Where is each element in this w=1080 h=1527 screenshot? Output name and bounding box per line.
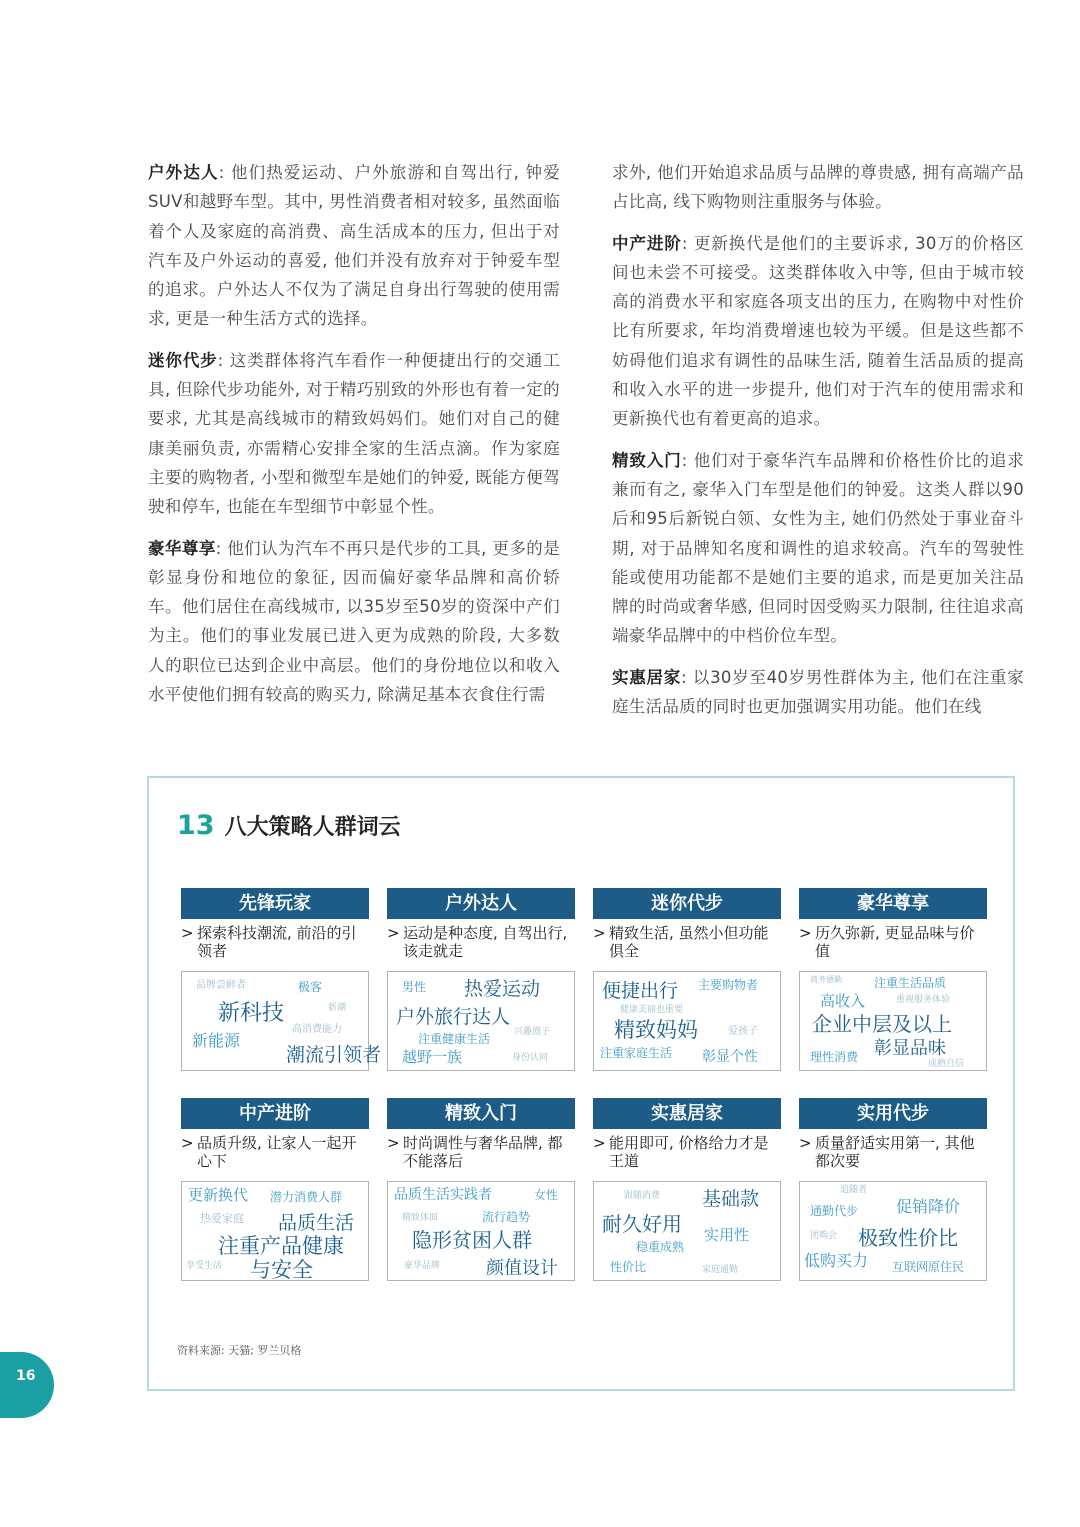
- cloud-word: 促销降价: [896, 1197, 961, 1216]
- persona-card-description: > 运动是种态度, 自驾出行, 该走就走: [387, 924, 575, 966]
- persona-card-title: 户外达人: [387, 888, 575, 919]
- cloud-word: 热爱家庭: [200, 1212, 244, 1225]
- source-note: 资料来源: 天猫; 罗兰贝格: [177, 1344, 302, 1357]
- cloud-word: 享受生活: [186, 1261, 223, 1271]
- cloud-word: 品质生活实践者: [394, 1187, 492, 1203]
- persona-card-description: > 能用即可, 价格给力才是王道: [593, 1134, 781, 1176]
- paragraph: [612, 446, 1024, 651]
- persona-card-title: 先锋玩家: [181, 888, 369, 919]
- paragraph: [148, 158, 560, 334]
- cloud-word: 男性: [402, 980, 427, 994]
- cloud-word: 家庭通勤: [702, 1265, 739, 1275]
- cloud-word: 便捷出行: [602, 980, 679, 1002]
- paragraph: [148, 346, 560, 522]
- cloud-word: 实用性: [704, 1226, 750, 1244]
- paragraph: [612, 229, 1024, 434]
- cloud-word: 注重产品健康: [218, 1234, 344, 1258]
- paragraph-body: : 他们对于豪华汽车品牌和价格性价比的追求兼而有之, 豪华入门车型是他们的钟爱。这类人群以90后和95后新锐白领、女性为主, 她们仍然处于事业奋斗期, 对于品牌知名度和调性的追求较高。汽车的驾驶性能或使用功能都不是她们主要的追求, 而是更加关注品牌的时尚或奢华感, 但同时因受购买力限制, 往往追求高端豪华品牌中的中档价位车型。: [612, 450, 1024, 646]
- word-cloud-figure: [147, 776, 1015, 1391]
- figure-number: 13: [177, 810, 215, 841]
- persona-card-title: 实用代步: [799, 1098, 987, 1129]
- cloud-word: 跟随消费: [624, 1191, 661, 1201]
- cloud-word: 耐久好用: [602, 1212, 682, 1236]
- cloud-word: 兴趣圈子: [514, 1027, 551, 1037]
- cloud-word: 注重生活品质: [874, 976, 947, 990]
- persona-card-title: 迷你代步: [593, 888, 781, 919]
- cloud-word: 新潮: [328, 1003, 347, 1013]
- cloud-word: 户外旅行达人: [396, 1006, 511, 1028]
- paragraph-heading: 豪华尊享: [148, 538, 216, 558]
- cloud-word: 更新换代: [188, 1186, 249, 1204]
- cloud-word: 极客: [298, 980, 323, 994]
- page-number: 16: [16, 1368, 36, 1384]
- cloud-word: 彰显个性: [702, 1049, 758, 1065]
- cloud-word: 潮流引领者: [286, 1044, 382, 1066]
- paragraph-heading: 迷你代步: [148, 350, 218, 370]
- cloud-word: 高收入: [820, 992, 866, 1010]
- cloud-word: 通勤代步: [810, 1204, 859, 1218]
- cloud-word: 爱孩子: [728, 1026, 758, 1037]
- persona-card-description: > 精致生活, 虽然小但功能俱全: [593, 924, 781, 966]
- persona-card: [387, 888, 575, 1071]
- persona-card: [799, 888, 987, 1071]
- cloud-word: 女性: [534, 1188, 559, 1202]
- paragraph-body: : 更新换代是他们的主要诉求, 30万的价格区间也未尝不可接受。这类群体收入中等, 但由于城市较高的消费水平和家庭各项支出的压力, 在购物中对性价比有所要求, 年均消费增速也较为平缓。但是这些都不妨碍他们追求有调性的品味生活, 随着生活品质的提高和收入水平的进一步提升, 他们对于汽车的使用需求和更新换代也有着更高的追求。: [612, 233, 1024, 429]
- persona-card: [593, 1098, 781, 1281]
- cloud-word: 极致性价比: [858, 1226, 958, 1250]
- cloud-word: 重视服务体验: [896, 995, 951, 1005]
- cloud-word: 高消费能力: [292, 1024, 342, 1035]
- paragraph: [612, 158, 1024, 217]
- word-cloud: [593, 1181, 781, 1281]
- paragraph-body: : 他们认为汽车不再只是代步的工具, 更多的是彰显身份和地位的象征, 因而偏好豪华品牌和高价轿车。他们居住在高线城市, 以35岁至50岁的资深中产们为主。他们的事业发展已进入更为成熟的阶段, 大多数人的职位已达到企业中高层。他们的身份地位以和收入水平使他们拥有较高的购买力, 除满足基本衣食住行需: [148, 538, 560, 705]
- cloud-word: 隐形贫困人群: [412, 1228, 532, 1252]
- paragraph-heading: 户外达人: [148, 163, 219, 182]
- right-text-column: [612, 158, 1024, 733]
- cloud-word: 与安全: [250, 1258, 313, 1282]
- cloud-word: 新科技: [218, 1001, 285, 1026]
- cloud-word: 品质生活: [278, 1212, 355, 1234]
- cloud-word: 基础款: [702, 1188, 760, 1210]
- persona-card-title: 豪华尊享: [799, 888, 987, 919]
- cloud-word: 彰显品味: [874, 1038, 946, 1059]
- cloud-word: 团购会: [810, 1231, 838, 1241]
- paragraph-body: : 他们热爱运动、户外旅游和自驾出行, 钟爱SUV和越野车型。其中, 男性消费者相对较多, 虽然面临着个人及家庭的高消费、高生活成本的压力, 但出于对汽车及户外运动的喜爱, 他们并没有放弃对于钟爱车型的追求。户外达人不仅为了满足自身出行驾驶的使用需求, 更是一种生活方式的选择。: [148, 163, 560, 329]
- cloud-word: 商务通勤: [810, 975, 842, 984]
- cloud-word: 身份认同: [512, 1053, 549, 1063]
- word-cloud: [387, 1181, 575, 1281]
- cloud-word: 豪华品牌: [404, 1261, 441, 1271]
- persona-card: [181, 1098, 369, 1281]
- persona-card-description: > 质量舒适实用第一, 其他都次要: [799, 1134, 987, 1176]
- paragraph-heading: 中产进阶: [612, 233, 682, 253]
- cloud-word: 低购买力: [804, 1251, 869, 1270]
- persona-card: [387, 1098, 575, 1281]
- word-cloud: [387, 971, 575, 1071]
- word-cloud: [181, 971, 382, 1071]
- paragraph: [148, 534, 560, 710]
- paragraph: [612, 663, 1024, 722]
- persona-card-title: 中产进阶: [181, 1098, 369, 1129]
- cloud-word: 企业中层及以上: [812, 1012, 952, 1036]
- paragraph-heading: 精致入门: [612, 450, 682, 470]
- persona-card-description: > 历久弥新, 更显品味与价值: [799, 924, 987, 966]
- cloud-word: 主要购物者: [698, 978, 759, 992]
- cloud-word: 互联网原住民: [892, 1260, 965, 1274]
- cloud-word: 热爱运动: [464, 978, 541, 1000]
- cloud-word: 理性消费: [810, 1050, 859, 1064]
- figure-title-text: 八大策略人群词云: [224, 815, 401, 840]
- cloud-word: 健康美丽也重要: [620, 1005, 684, 1015]
- cloud-word: 新能源: [192, 1031, 241, 1050]
- persona-card-description: > 品质升级, 让家人一起开心下: [181, 1134, 369, 1176]
- persona-card-title: 实惠居家: [593, 1098, 781, 1129]
- cloud-word: 注重健康生活: [418, 1032, 491, 1046]
- page-number-tab: [0, 1352, 54, 1418]
- cloud-word: 稳重成熟: [636, 1240, 685, 1254]
- cloud-word: 颜值设计: [486, 1258, 558, 1279]
- word-cloud: [799, 1181, 987, 1281]
- persona-card: [799, 1098, 987, 1281]
- word-cloud: [181, 1181, 369, 1281]
- persona-card: [181, 888, 382, 1071]
- persona-card-description: > 时尚调性与奢华品牌, 都不能落后: [387, 1134, 575, 1176]
- cloud-word: 成熟自信: [928, 1059, 965, 1069]
- cloud-word: 潜力消费人群: [270, 1190, 343, 1204]
- word-cloud: [799, 971, 987, 1071]
- paragraph-body: : 以30岁至40岁男性群体为主, 他们在注重家庭生活品质的同时也更加强调实用功能。他们在线: [612, 667, 1024, 717]
- persona-card-description: > 探索科技潮流, 前沿的引领者: [181, 924, 369, 966]
- word-cloud: [593, 971, 781, 1071]
- persona-card-title: 精致入门: [387, 1098, 575, 1129]
- persona-card: [593, 888, 781, 1071]
- paragraph-body: : 这类群体将汽车看作一种便捷出行的交通工具, 但除代步功能外, 对于精巧别致的外形也有着一定的要求, 尤其是高线城市的精致妈妈们。她们对自己的健康美丽负责, 亦需精心安排全家的生活点滴。作为家庭主要的购物者, 小型和微型车是她们的钟爱, 既能方便驾驶和停车, 也能在车型细节中彰显个性。: [148, 350, 560, 517]
- cloud-word: 流行趋势: [482, 1210, 531, 1224]
- cloud-word: 品牌尝鲜者: [196, 980, 246, 991]
- cloud-word: 越野一族: [402, 1048, 463, 1066]
- cloud-word: 性价比: [610, 1260, 647, 1274]
- figure-title: [177, 810, 401, 841]
- paragraph-heading: 实惠居家: [612, 667, 681, 687]
- cloud-word: 注重家庭生活: [600, 1046, 673, 1060]
- paragraph-body: 求外, 他们开始追求品质与品牌的尊贵感, 拥有高端产品占比高, 线下购物则注重服务与体验。: [612, 163, 1024, 212]
- cloud-word: 精致妈妈: [614, 1018, 698, 1042]
- cloud-word: 追随者: [840, 1185, 868, 1195]
- left-text-column: [148, 158, 560, 721]
- cloud-word: 精致体面: [402, 1213, 439, 1223]
